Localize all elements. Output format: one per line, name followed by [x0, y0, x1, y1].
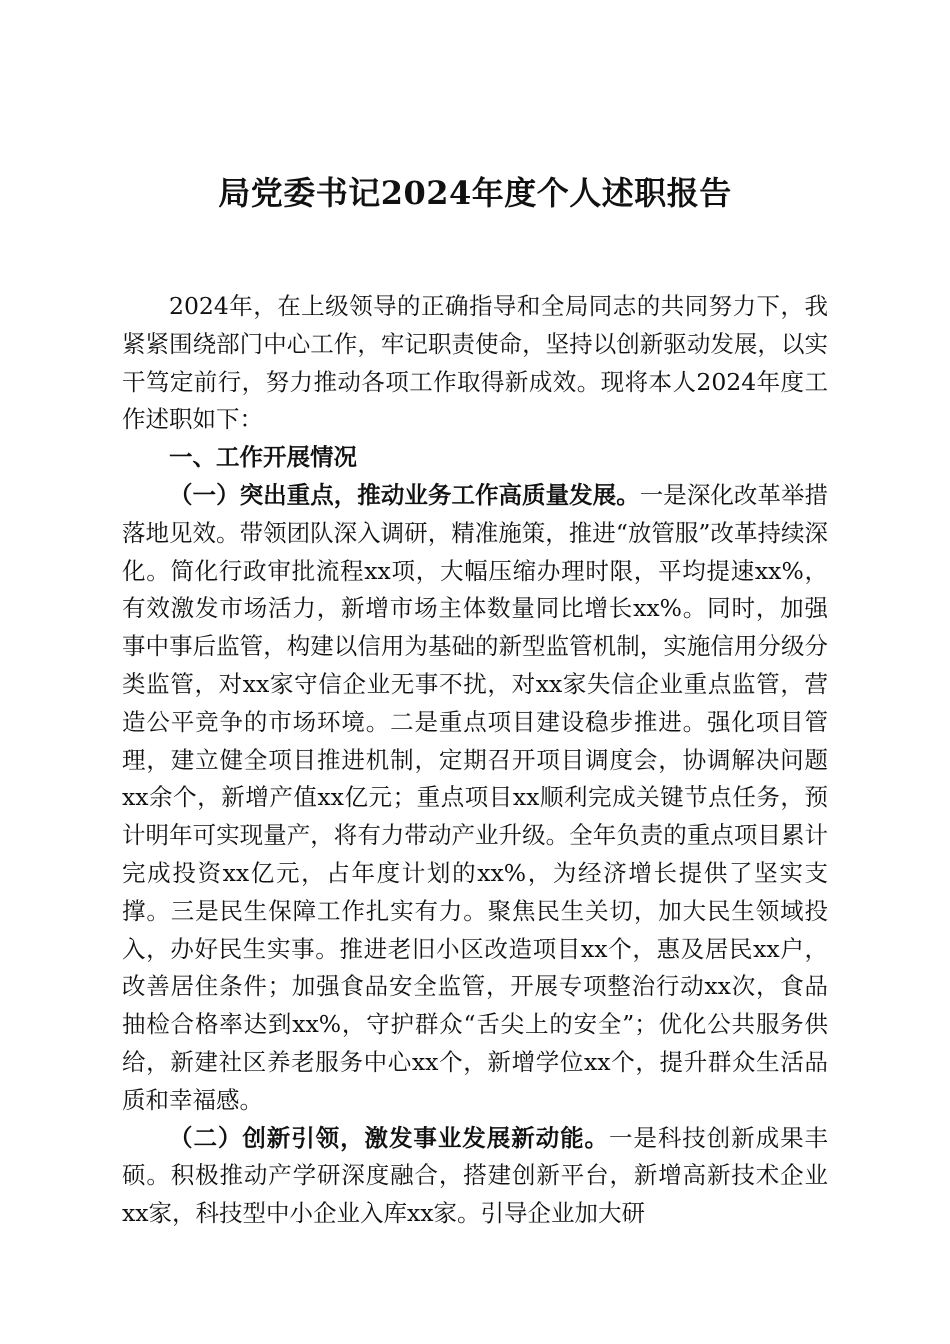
paragraph-part1 — [122, 477, 828, 1120]
part2-text: 一是科技创新成果丰硕。积极推动产学研深度融合，搭建创新平台，新增高新技术企业xx家，科技型中小企业入库xx家。引导企业加大研 — [122, 1123, 829, 1228]
part2-heading: （二）创新引领，激发事业发展新动能。 — [169, 1123, 609, 1152]
part1-heading: （一）突出重点，推动业务工作高质量发展。 — [169, 480, 640, 509]
part1-text: 一是深化改革举措落地见效。带领团队深入调研，精准施策，推进“放管服”改革持续深化。简化行政审批流程xx项，大幅压缩办理时限，平均提速xx%，有效激发市场活力，新增市场主体数量同比增长xx%。同时，加强事中事后监管，构建以信用为基础的新型监管机制，实施信用分级分类监管，对xx家守信企业无事不扰，对xx家失信企业重点监管，营造公平竞争的市场环境。二是重点项目建设稳步推进。强化项目管理，建立健全项目推进机制，定期召开项目调度会，协调解决问题xx余个，新增产值xx亿元；重点项目xx顺利完成关键节点任务，预计明年可实现量产，将有力带动产业升级。全年负责的重点项目累计完成投资xx亿元，占年度计划的xx%，为经济增长提供了坚实支撑。三是民生保障工作扎实有力。聚焦民生关切，加大民生领域投入，办好民生实事。推进老旧小区改造项目xx个，惠及居民xx户，改善居住条件；加强食品安全监管，开展专项整治行动xx次，食品抽检合格率达到xx%，守护群众“舌尖上的安全”；优化公共服务供给，新建社区养老服务中心xx个，新增学位xx个，提升群众生活品质和幸福感。 — [122, 480, 829, 1114]
intro-paragraph: 2024年，在上级领导的正确指导和全局同志的共同努力下，我紧紧围绕部门中心工作，牢记职责使命，坚持以创新驱动发展，以实干笃定前行，努力推动各项工作取得新成效。现将本人2024年度工作述职如下： — [122, 292, 828, 434]
section-heading: 一、工作开展情况 — [169, 443, 357, 472]
document-body — [122, 288, 828, 1233]
paragraph-part2 — [122, 1120, 828, 1233]
document-title: 局党委书记2024年度个人述职报告 — [218, 174, 732, 212]
